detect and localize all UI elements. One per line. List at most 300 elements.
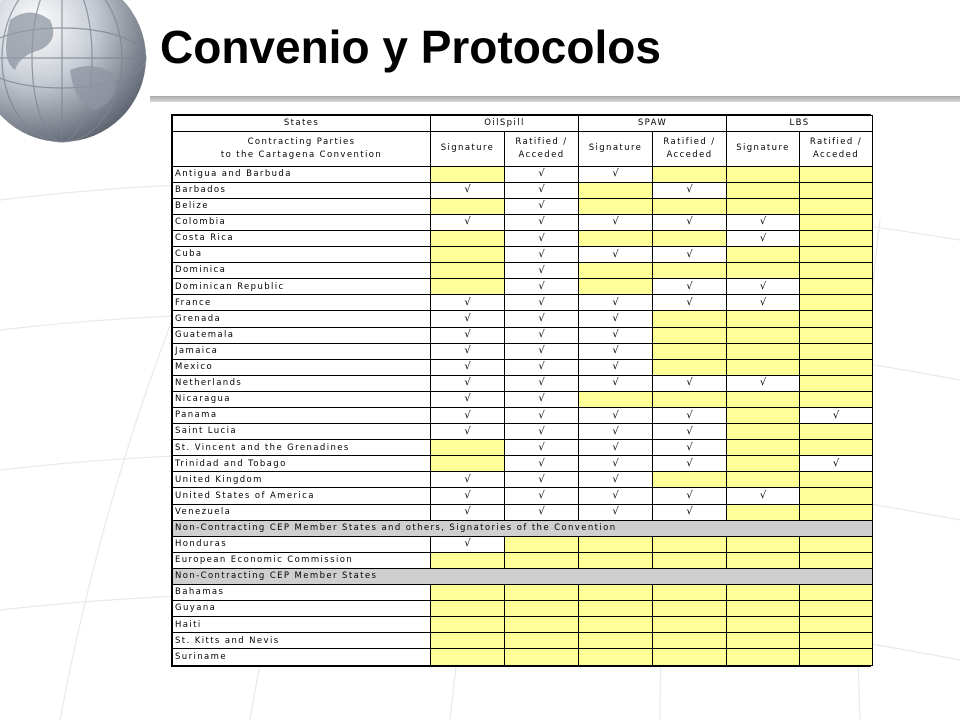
status-cell [505, 311, 579, 327]
status-cell [800, 311, 873, 327]
status-cell [727, 601, 800, 617]
status-cell [579, 504, 653, 520]
table-row [173, 504, 873, 520]
status-cell [727, 633, 800, 649]
status-cell [505, 649, 579, 666]
status-cell [505, 456, 579, 472]
check-icon: √ [612, 313, 619, 324]
table-row [173, 327, 873, 343]
status-cell [431, 536, 505, 552]
check-icon: √ [464, 184, 471, 196]
status-cell [579, 472, 653, 488]
status-cell [431, 359, 505, 375]
state-name: Grenada [173, 311, 431, 327]
status-cell [579, 617, 653, 633]
table-row [173, 247, 873, 263]
status-cell [579, 536, 653, 552]
status-cell [800, 182, 873, 198]
status-cell [653, 408, 727, 424]
table-row [173, 343, 873, 359]
check-icon: √ [538, 473, 545, 485]
check-icon: √ [759, 216, 767, 228]
status-cell [653, 311, 727, 327]
state-name: European Economic Commission [173, 552, 431, 568]
status-cell [653, 166, 727, 182]
status-cell [727, 214, 800, 230]
check-icon: √ [759, 232, 767, 244]
state-name: St. Vincent and the Grenadines [173, 440, 431, 456]
table-row [173, 295, 873, 311]
state-name: Colombia [173, 214, 431, 230]
table-row [173, 230, 873, 246]
status-cell [431, 214, 505, 230]
status-cell [505, 214, 579, 230]
check-icon: √ [538, 361, 545, 373]
check-icon: √ [612, 296, 619, 308]
table-row [173, 472, 873, 488]
status-cell [505, 375, 579, 391]
status-cell [727, 552, 800, 568]
status-cell [727, 359, 800, 375]
status-cell [505, 198, 579, 214]
status-cell [653, 585, 727, 601]
table-row [173, 488, 873, 504]
status-cell [727, 424, 800, 440]
status-cell [800, 472, 873, 488]
status-cell [800, 295, 873, 311]
status-cell [579, 488, 653, 504]
status-cell [800, 601, 873, 617]
table-row [173, 375, 873, 391]
status-cell [431, 230, 505, 246]
status-cell [579, 456, 653, 472]
status-cell [727, 182, 800, 198]
status-cell [727, 247, 800, 263]
status-cell [431, 263, 505, 279]
status-cell [653, 633, 727, 649]
status-cell [653, 391, 727, 407]
slide-title: Convenio y Protocolos [160, 21, 661, 73]
state-name: Antigua and Barbuda [173, 166, 431, 182]
status-cell [800, 359, 873, 375]
status-cell [431, 504, 505, 520]
check-icon: √ [464, 538, 471, 550]
status-cell [727, 440, 800, 456]
status-cell [431, 601, 505, 617]
conventions-table-wrapper [171, 114, 871, 667]
status-cell [579, 214, 653, 230]
check-icon: √ [464, 361, 471, 373]
acceded-label: Acceded [666, 149, 713, 160]
status-cell [800, 214, 873, 230]
status-cell [727, 279, 800, 295]
check-icon: √ [612, 409, 619, 421]
status-cell [579, 633, 653, 649]
status-cell [727, 408, 800, 424]
check-icon: √ [686, 248, 693, 260]
check-icon: √ [686, 506, 693, 518]
status-cell [800, 391, 873, 407]
check-icon: √ [759, 377, 767, 389]
status-cell [579, 247, 653, 263]
status-cell [431, 295, 505, 311]
check-icon: √ [686, 184, 693, 196]
state-name: Guatemala [173, 327, 431, 343]
status-cell [727, 585, 800, 601]
check-icon: √ [538, 280, 545, 292]
status-cell [800, 327, 873, 343]
status-cell [579, 359, 653, 375]
check-icon: √ [538, 377, 545, 389]
globe-icon [0, 0, 146, 142]
section-row-signatories [173, 520, 873, 536]
status-cell [431, 182, 505, 198]
check-icon: √ [612, 425, 619, 437]
header-row-1 [173, 116, 873, 132]
status-cell [431, 327, 505, 343]
header-contracting-line: Contracting Parties [247, 136, 356, 147]
status-cell [431, 617, 505, 633]
table-row [173, 391, 873, 407]
state-name: Nicaragua [173, 391, 431, 407]
check-icon: √ [464, 393, 471, 405]
header-spaw-signature: Signature [579, 132, 653, 167]
table-row [173, 585, 873, 601]
status-cell [800, 536, 873, 552]
check-icon: √ [538, 425, 545, 437]
status-cell [431, 343, 505, 359]
check-icon: √ [538, 506, 545, 518]
status-cell [579, 263, 653, 279]
status-cell [653, 230, 727, 246]
state-name: Mexico [173, 359, 431, 375]
status-cell [653, 649, 727, 666]
table-row [173, 552, 873, 568]
status-cell [505, 440, 579, 456]
status-cell [579, 601, 653, 617]
status-cell [653, 424, 727, 440]
check-icon: √ [538, 168, 545, 180]
status-cell [505, 391, 579, 407]
status-cell [505, 504, 579, 520]
status-cell [727, 472, 800, 488]
status-cell [727, 327, 800, 343]
check-icon: √ [686, 409, 693, 421]
check-icon: √ [686, 425, 693, 437]
state-name: France [173, 295, 431, 311]
table-row [173, 601, 873, 617]
check-icon: √ [612, 490, 619, 502]
status-cell [579, 585, 653, 601]
section-row-noncontracting [173, 568, 873, 584]
status-cell [800, 633, 873, 649]
status-cell [505, 424, 579, 440]
check-icon: √ [612, 377, 619, 389]
state-name: Saint Lucia [173, 424, 431, 440]
status-cell [800, 440, 873, 456]
state-name: Guyana [173, 601, 431, 617]
status-cell [431, 472, 505, 488]
check-icon: √ [686, 490, 693, 502]
status-cell [579, 343, 653, 359]
status-cell [727, 166, 800, 182]
check-icon: √ [538, 329, 545, 341]
status-cell [431, 633, 505, 649]
status-cell [579, 391, 653, 407]
check-icon: √ [464, 425, 471, 437]
status-cell [800, 408, 873, 424]
status-cell [800, 424, 873, 440]
table-row [173, 456, 873, 472]
status-cell [505, 343, 579, 359]
status-cell [653, 488, 727, 504]
check-icon: √ [464, 377, 471, 389]
check-icon: √ [612, 457, 619, 469]
status-cell [505, 472, 579, 488]
status-cell [653, 182, 727, 198]
status-cell [505, 585, 579, 601]
check-icon: √ [464, 345, 471, 357]
header-oilspill-signature: Signature [431, 132, 505, 167]
status-cell [800, 375, 873, 391]
check-icon: √ [612, 248, 619, 260]
status-cell [653, 359, 727, 375]
table-row [173, 649, 873, 666]
status-cell [505, 230, 579, 246]
status-cell [505, 359, 579, 375]
status-cell [653, 214, 727, 230]
status-cell [727, 375, 800, 391]
status-cell [505, 488, 579, 504]
ratified-label: Ratified / [809, 136, 863, 147]
status-cell [579, 408, 653, 424]
status-cell [727, 617, 800, 633]
status-cell [505, 552, 579, 568]
check-icon: √ [612, 329, 619, 341]
status-cell [653, 295, 727, 311]
status-cell [431, 552, 505, 568]
status-cell [579, 279, 653, 295]
check-icon: √ [686, 377, 693, 389]
check-icon: √ [538, 457, 545, 469]
check-icon: √ [759, 490, 767, 502]
status-cell [505, 279, 579, 295]
conventions-table [172, 115, 873, 666]
ratified-label: Ratified / [663, 136, 716, 147]
ratified-label: Ratified / [515, 136, 568, 147]
check-icon: √ [612, 168, 619, 180]
check-icon: √ [464, 313, 471, 324]
status-cell [579, 198, 653, 214]
check-icon: √ [832, 409, 840, 421]
state-name: United Kingdom [173, 472, 431, 488]
status-cell [505, 408, 579, 424]
state-name: Jamaica [173, 343, 431, 359]
check-icon: √ [686, 216, 693, 228]
check-icon: √ [686, 296, 693, 308]
status-cell [505, 601, 579, 617]
state-name: Barbados [173, 182, 431, 198]
status-cell [800, 198, 873, 214]
section-header: Non-Contracting CEP Member States [173, 568, 873, 584]
status-cell [653, 375, 727, 391]
state-name: Haiti [173, 617, 431, 633]
status-cell [579, 552, 653, 568]
check-icon: √ [464, 506, 471, 518]
status-cell [431, 198, 505, 214]
header-row-2 [173, 132, 873, 167]
status-cell [579, 166, 653, 182]
acceded-label: Acceded [812, 149, 860, 160]
status-cell [505, 327, 579, 343]
status-cell [579, 182, 653, 198]
check-icon: √ [464, 409, 471, 421]
status-cell [431, 375, 505, 391]
status-cell [505, 536, 579, 552]
status-cell [505, 617, 579, 633]
status-cell [653, 601, 727, 617]
check-icon: √ [464, 473, 471, 485]
status-cell [431, 488, 505, 504]
status-cell [653, 617, 727, 633]
table-row [173, 166, 873, 182]
status-cell [800, 263, 873, 279]
status-cell [800, 585, 873, 601]
status-cell [653, 440, 727, 456]
acceded-label: Acceded [518, 149, 565, 160]
state-name: Dominica [173, 263, 431, 279]
status-cell [431, 456, 505, 472]
status-cell [727, 456, 800, 472]
state-name: Suriname [173, 649, 431, 666]
check-icon: √ [538, 200, 545, 212]
status-cell [431, 247, 505, 263]
state-name: Belize [173, 198, 431, 214]
check-icon: √ [612, 345, 619, 357]
table-row [173, 263, 873, 279]
check-icon: √ [538, 490, 545, 502]
state-name: United States of America [173, 488, 431, 504]
state-name: St. Kitts and Nevis [173, 633, 431, 649]
status-cell [727, 649, 800, 666]
status-cell [800, 456, 873, 472]
check-icon: √ [538, 345, 545, 357]
status-cell [800, 279, 873, 295]
status-cell [653, 327, 727, 343]
check-icon: √ [538, 184, 545, 196]
table-row [173, 182, 873, 198]
state-name: Netherlands [173, 375, 431, 391]
status-cell [653, 472, 727, 488]
status-cell [727, 263, 800, 279]
check-icon: √ [612, 506, 619, 518]
status-cell [653, 552, 727, 568]
header-states: States [173, 116, 431, 132]
status-cell [727, 311, 800, 327]
status-cell [727, 488, 800, 504]
check-icon: √ [464, 490, 471, 502]
status-cell [800, 617, 873, 633]
check-icon: √ [612, 216, 619, 228]
check-icon: √ [832, 457, 840, 469]
state-name: Trinidad and Tobago [173, 456, 431, 472]
status-cell [800, 488, 873, 504]
status-cell [800, 343, 873, 359]
header-lbs: LBS [727, 116, 873, 132]
status-cell [653, 504, 727, 520]
status-cell [579, 440, 653, 456]
status-cell [579, 375, 653, 391]
check-icon: √ [464, 216, 471, 228]
state-name: Bahamas [173, 585, 431, 601]
check-icon: √ [538, 313, 545, 324]
table-row [173, 359, 873, 375]
state-name: Panama [173, 408, 431, 424]
status-cell [727, 230, 800, 246]
check-icon: √ [538, 409, 545, 421]
status-cell [431, 311, 505, 327]
status-cell [653, 263, 727, 279]
state-name: Honduras [173, 536, 431, 552]
table-row [173, 198, 873, 214]
status-cell [800, 166, 873, 182]
state-name: Costa Rica [173, 230, 431, 246]
status-cell [579, 327, 653, 343]
state-name: Venezuela [173, 504, 431, 520]
status-cell [431, 424, 505, 440]
check-icon: √ [538, 216, 545, 228]
status-cell [431, 408, 505, 424]
status-cell [727, 536, 800, 552]
status-cell [727, 198, 800, 214]
status-cell [579, 649, 653, 666]
state-name: Dominican Republic [173, 279, 431, 295]
status-cell [800, 552, 873, 568]
status-cell [505, 166, 579, 182]
status-cell [431, 440, 505, 456]
check-icon: √ [538, 232, 545, 244]
status-cell [653, 536, 727, 552]
check-icon: √ [464, 296, 471, 308]
status-cell [800, 247, 873, 263]
status-cell [579, 295, 653, 311]
table-row [173, 408, 873, 424]
status-cell [431, 585, 505, 601]
status-cell [727, 391, 800, 407]
check-icon: √ [612, 361, 619, 373]
header-lbs-ratified [800, 132, 873, 167]
check-icon: √ [538, 296, 545, 308]
section-header: Non-Contracting CEP Member States and others, Signatories of the Convention [173, 520, 873, 536]
status-cell [579, 424, 653, 440]
table-row [173, 633, 873, 649]
check-icon: √ [538, 248, 545, 260]
header-spaw: SPAW [579, 116, 727, 132]
table-row [173, 311, 873, 327]
table-row [173, 617, 873, 633]
header-contracting-parties [173, 132, 431, 167]
check-icon: √ [538, 441, 545, 453]
check-icon: √ [686, 441, 693, 453]
check-icon: √ [759, 296, 767, 308]
status-cell [505, 182, 579, 198]
check-icon: √ [538, 393, 545, 405]
status-cell [431, 279, 505, 295]
status-cell [579, 311, 653, 327]
status-cell [800, 230, 873, 246]
table-row [173, 279, 873, 295]
header-cartagena-line: to the Cartagena Convention [220, 149, 383, 160]
